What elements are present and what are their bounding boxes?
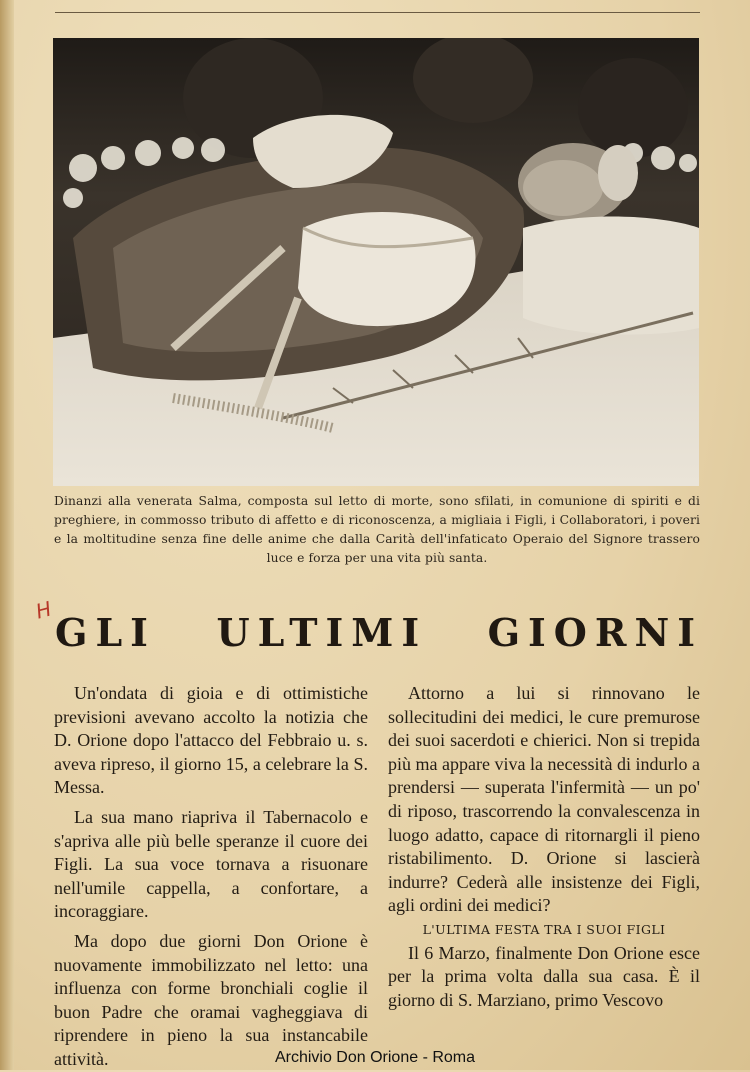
page-binding-edge [0, 0, 14, 1070]
photo-caption: Dinanzi alla venerata Salma, composta sul letto di morte, sono sfilati, in comunione di spiriti e di preghiere, in commosso tributo di affetto e di riconoscenza, a migliaia i Figli, i Collaboratori, i poveri e la moltitudine senza fine delle anime che dalla Carità dell'infaticato Operaio del Signore trassero luce e forza per una vita più santa. [54, 494, 700, 565]
headline-word: GIORNI [487, 609, 703, 655]
bier-photograph-illustration [53, 38, 699, 486]
article-headline [55, 604, 703, 660]
handwritten-pen-mark: H [33, 596, 54, 624]
top-rule [55, 12, 700, 13]
archive-watermark: Archivio Don Orione - Roma [274, 1049, 476, 1066]
bier-photograph [53, 38, 699, 486]
paragraph: Il 6 Marzo, finalmente Don Orione esce per la prima volta dalla sua casa. È il giorno di S. Marziano, primo Vescovo [388, 942, 700, 1010]
article-column-left [54, 682, 368, 1072]
paragraph: Attorno a lui si rinnovano le sollecitudini dei medici, le cure premurose dei suoi sacerdoti e chierici. Non si trepida più ma appare viva la necessità di indurlo a prendersi — superata l'infermità — un po' di riposo, trascorrendo la convalescenza in luogo adatto, capace di ritornargli il pieno ristabilimento. D. Orione si lascierà indurre? Cederà alle insistenze dei Figli, agli ordini dei medici? [388, 683, 700, 916]
section-subheading: L'ULTIMA FESTA TRA I SUOI FIGLI [422, 921, 666, 937]
headline-word: GLI [55, 609, 156, 655]
paragraph: Ma dopo due giorni Don Orione è nuovamente immobilizzato nel letto: una influenza con forme bronchiali coglie il buon Padre che oramai vagheggiava di riprendere in pieno la sua instancabile attività. [54, 930, 368, 1069]
headline-word: ULTIMI [216, 609, 428, 655]
article-column-right [388, 682, 700, 1012]
paragraph: Un'ondata di gioia e di ottimistiche previsioni avevano accolto la notizia che D. Orione dopo l'attacco del Febbraio u. s. aveva ripreso, il giorno 15, a celebrare la S. Messa. [54, 683, 368, 798]
paragraph: La sua mano riapriva il Tabernacolo e s'apriva alle più belle speranze il cuore dei Figli. La sua voce tornava a risuonare nell'umile cappella, a confortare, a incoraggiare. [54, 806, 368, 922]
